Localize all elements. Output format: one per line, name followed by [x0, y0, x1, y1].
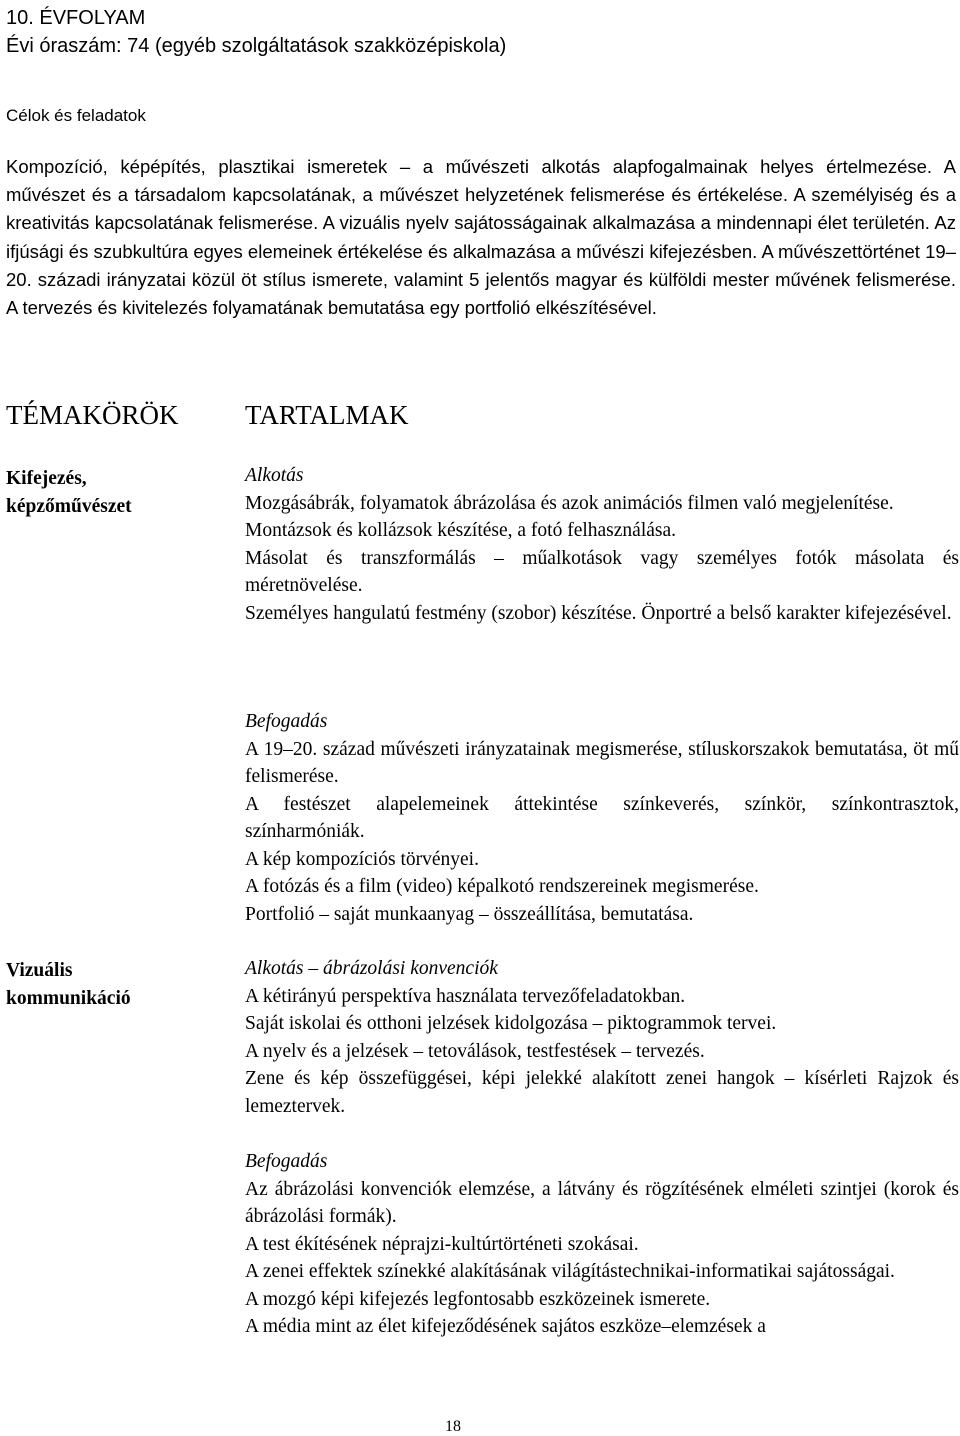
- content-line: A kétirányú perspektíva használata tervezőfeladatokban.: [245, 985, 686, 1007]
- page-header: [6, 4, 956, 60]
- content-line: A test ékítésének néprajzi-kultúrtörténeti szokásai.: [245, 1233, 639, 1255]
- content-line: Saját iskolai és otthoni jelzések kidolgozása – piktogrammok tervei.: [245, 1013, 777, 1034]
- content-line: A festészet alapelemeinek áttekintése színkeverés, színkör, színkontrasztok, színharmóniák.: [245, 793, 959, 842]
- content-subheading: Alkotás: [245, 465, 304, 486]
- content-line: Az ábrázolási konvenciók elemzése, a látvány és rögzítésének elméleti szintjei (korok és ábrázolási formák).: [245, 1178, 959, 1227]
- topic-name: Vizuális kommunikáció: [6, 960, 131, 1009]
- content-line: A média mint az élet kifejeződésének sajátos eszköze–elemzések a: [245, 1316, 766, 1337]
- content-line: A mozgó képi kifejezés legfontosabb eszközeinek ismerete.: [245, 1288, 711, 1310]
- goals-paragraph: Kompozíció, képépítés, plasztikai ismeretek – a művészeti alkotás alapfogalmainak helyes értelmezése. A művészet és a társadalom kapcsolatának, a művészet helyzetének felismerése és értékelése. A személyiség és a kreativitás kapcsolatának felismerése. A vizuális nyelv sajátosságainak alkalmazása a mindennapi élet területén. Az ifjúsági és szubkultúra egyes elemeinek értékelése és alkalmazása a művészi kifejezésben. A művészettörténet 19–20. századi irányzatai közül öt stílus ismerete, valamint 5 jelentős magyar és külföldi mester művének felismerése. A tervezés és kivitelezés folyamatának bemutatása egy portfolió elkészítésével.: [6, 156, 956, 319]
- column-header-contents: TARTALMAK: [245, 400, 409, 430]
- content-line: Portfolió – saját munkaanyag – összeállítása, bemutatása.: [245, 903, 694, 925]
- content-block: [245, 708, 959, 928]
- content-subheading: Befogadás: [245, 1151, 328, 1172]
- content-line: A zenei effektek színekké alakításának világítástechnikai-informatikai sajátosságai.: [245, 1261, 895, 1282]
- content-block: [245, 1148, 959, 1341]
- content-line: A kép kompozíciós törvényei.: [245, 848, 479, 870]
- annual-hours: Évi óraszám: 74 (egyéb szolgáltatások szakközépiskola): [6, 35, 507, 57]
- column-header-topics: TÉMAKÖRÖK: [6, 400, 179, 430]
- content-block: [245, 955, 959, 1120]
- goals-heading: Célok és feladatok: [6, 106, 146, 125]
- grade-title: 10. ÉVFOLYAM: [6, 7, 146, 29]
- content-subheading: Alkotás – ábrázolási konvenciók: [245, 958, 498, 979]
- content-line: Személyes hangulatú festmény (szobor) készítése. Önportré a belső karakter kifejezésével.: [245, 602, 952, 624]
- content-block: [245, 462, 959, 627]
- content-line: Mozgásábrák, folyamatok ábrázolása és azok animációs filmen való megjelenítése.: [245, 492, 894, 514]
- content-line: A fotózás és a film (video) képalkotó rendszereinek megismerése.: [245, 876, 759, 897]
- page-number: 18: [445, 1418, 461, 1435]
- content-line: Montázsok és kollázsok készítése, a fotó felhasználása.: [245, 520, 677, 541]
- content-line: A 19–20. század művészeti irányzatainak megismerése, stíluskorszakok bemutatása, öt mű felismerése.: [245, 738, 959, 787]
- topic-name: Kifejezés, képzőművészet: [6, 468, 132, 517]
- content-subheading: Befogadás: [245, 711, 328, 732]
- content-line: A nyelv és a jelzések – tetoválások, testfestések – tervezés.: [245, 1040, 705, 1062]
- content-line: Zene és kép összefüggései, képi jelekké alakított zenei hangok – kísérleti Rajzok és lemeztervek.: [245, 1068, 959, 1117]
- content-line: Másolat és transzformálás – műalkotások vagy személyes fotók másolata és méretnövelése.: [245, 547, 959, 596]
